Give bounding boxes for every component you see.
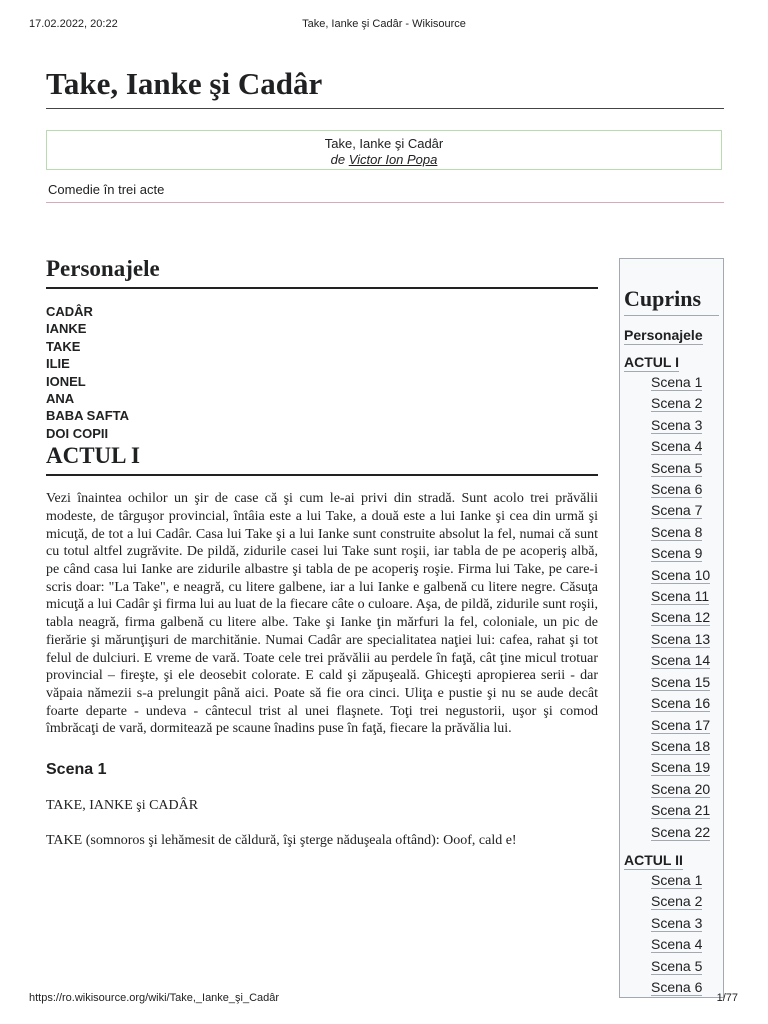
- toc-link-personajele[interactable]: Personajele: [624, 327, 703, 343]
- scene1-dialogue: TAKE (somnoros şi lehămesit de căldură, îşi şterge năduşeala oftând): Ooof, cald e!: [46, 833, 517, 849]
- work-header-box: [46, 130, 722, 170]
- toc-scene-link[interactable]: Scena 12: [651, 609, 711, 626]
- act1-description: Vezi înaintea ochilor un şir de case că şi cum le-ai privi din stradă. Sunt acolo trei prăvălii modeste, de târguşor provincial, întâia este a lui Take, a două este a lui Ianke şi cea din urmă şi micuţă, de tot a lui Cadâr. Casa lui Take şi a lui Ianke sunt construite absolut la fel, numai că sunt cu totul altfel zugrăvite. De pildă, zidurile casei lui Take sunt roşii, iar tabla de pe acoperiş albă, pe când casa lui Ianke are zidurile albastre şi tabla de pe acoperiş roşie. Firma lui Take, pe care-i scris doar: "La Take", e neagră, cu litere galbene, iar a lui Ianke e galbenă cu litere negre. Căsuţa micuţă a lui Cadâr şi firma lui au luat de la fiecare câte o culoare. Aşa, de pildă, zidurile sunt roşii, tabla neagră, firma galbenă cu litere albe. Take şi Ianke ţin mărfuri la fel, coloniale, un pic de fierărie şi mărunţişuri de marchitănie. Numai Cadâr are specialitatea naţiei lui: cafea, rahat şi tot felul de dulciuri. E vreme de vară. Toate cele trei prăvălii au perdele în faţă, cât ţine micul trotuar provincial – fireşte, şi ele deosebit colorate. E cald şi zăpuşeală. Ghiceşti apropierea serii - dar văpaia nămezii s-a prelungit până aici. Poate să fie ora cinci. Uliţa e pustie şi nu se aude decât foarte departe - undeva - cântecul trist al unei flaşnete. Toţi trei negustorii, uşor şi comod îmbrăcaţi de vară, dormitează pe scaune înadins puse în faţă, fiecare la prăvălia lui.: [46, 491, 598, 737]
- character-item: IONEL: [46, 373, 86, 389]
- toc-scene-link[interactable]: Scena 9: [651, 545, 703, 562]
- toc-scene-link[interactable]: Scena 5: [651, 957, 703, 974]
- act1-heading: ACTUL I: [46, 442, 598, 476]
- toc-scene-link[interactable]: Scena 3: [651, 416, 703, 433]
- character-item: ILIE: [46, 356, 70, 372]
- print-header: [0, 0, 768, 28]
- header-notes: Comedie în trei acte: [46, 181, 724, 203]
- toc-scene-link[interactable]: Scena 19: [651, 759, 711, 776]
- author-link[interactable]: Victor Ion Popa: [348, 152, 438, 167]
- print-page-title: Take, Ianke şi Cadâr - Wikisource: [302, 18, 466, 30]
- toc-act: [624, 353, 719, 843]
- toc-scene-link[interactable]: Scena 10: [651, 566, 711, 583]
- main-content: [46, 255, 598, 850]
- toc-scene-link[interactable]: Scena 2: [651, 395, 703, 412]
- toc-scene-link[interactable]: Scena 17: [651, 716, 711, 733]
- character-item: CADÂR: [46, 304, 93, 319]
- toc-heading: Cuprins: [624, 285, 719, 316]
- toc-scene-link[interactable]: Scena 14: [651, 652, 711, 669]
- toc-act-link[interactable]: ACTUL I: [624, 354, 679, 370]
- toc-scene-link[interactable]: Scena 6: [651, 481, 703, 498]
- toc-scene-link[interactable]: Scena 20: [651, 780, 711, 797]
- toc-scene-link[interactable]: Scena 13: [651, 630, 711, 647]
- scene1-heading: Scena 1: [46, 761, 107, 779]
- character-item: ANA: [46, 391, 75, 407]
- toc-scene-link[interactable]: Scena 22: [651, 823, 711, 840]
- toc-act: [624, 851, 719, 998]
- toc-scene-link[interactable]: Scena 1: [651, 374, 703, 390]
- character-item: BABA SAFTA: [46, 408, 130, 424]
- toc-scene-link[interactable]: Scena 5: [651, 459, 703, 476]
- page-title: Take, Ianke şi Cadâr: [46, 66, 724, 109]
- toc-scene-link[interactable]: Scena 6: [651, 978, 703, 995]
- character-item: TAKE: [46, 338, 81, 354]
- toc-scene-link[interactable]: Scena 16: [651, 695, 711, 712]
- toc-scene-list: [624, 870, 719, 998]
- toc-scene-link[interactable]: Scena 21: [651, 802, 711, 819]
- author-by: de: [330, 152, 346, 167]
- print-timestamp: 17.02.2022, 20:22: [29, 18, 118, 30]
- print-url: https://ro.wikisource.org/wiki/Take,_Ianke_şi_Cadâr: [29, 992, 280, 1004]
- toc-scene-list: [624, 372, 719, 843]
- toc-scene-link[interactable]: Scena 15: [651, 673, 711, 690]
- toc-scene-link[interactable]: Scena 2: [651, 893, 703, 910]
- toc-scene-link[interactable]: Scena 4: [651, 438, 703, 455]
- author-line: [47, 152, 721, 168]
- toc-scene-link[interactable]: Scena 7: [651, 502, 703, 519]
- table-of-contents: [619, 258, 724, 998]
- toc-scene-link[interactable]: Scena 1: [651, 871, 703, 888]
- toc-act-link[interactable]: ACTUL II: [624, 851, 683, 868]
- toc-scene-link[interactable]: Scena 18: [651, 737, 711, 754]
- print-page-number: 1/77: [716, 992, 738, 1004]
- scene1-cast: TAKE, IANKE şi CADÂR: [46, 798, 199, 814]
- character-item: DOI COPII: [46, 425, 109, 441]
- characters-list: [46, 303, 598, 442]
- work-title: Take, Ianke şi Cadâr: [324, 136, 444, 151]
- toc-scene-link[interactable]: Scena 8: [651, 523, 703, 540]
- characters-heading: Personajele: [46, 255, 598, 289]
- toc-scene-link[interactable]: Scena 11: [651, 588, 710, 605]
- toc-scene-link[interactable]: Scena 3: [651, 914, 703, 931]
- character-item: IANKE: [46, 321, 87, 337]
- toc-scene-link[interactable]: Scena 4: [651, 936, 703, 953]
